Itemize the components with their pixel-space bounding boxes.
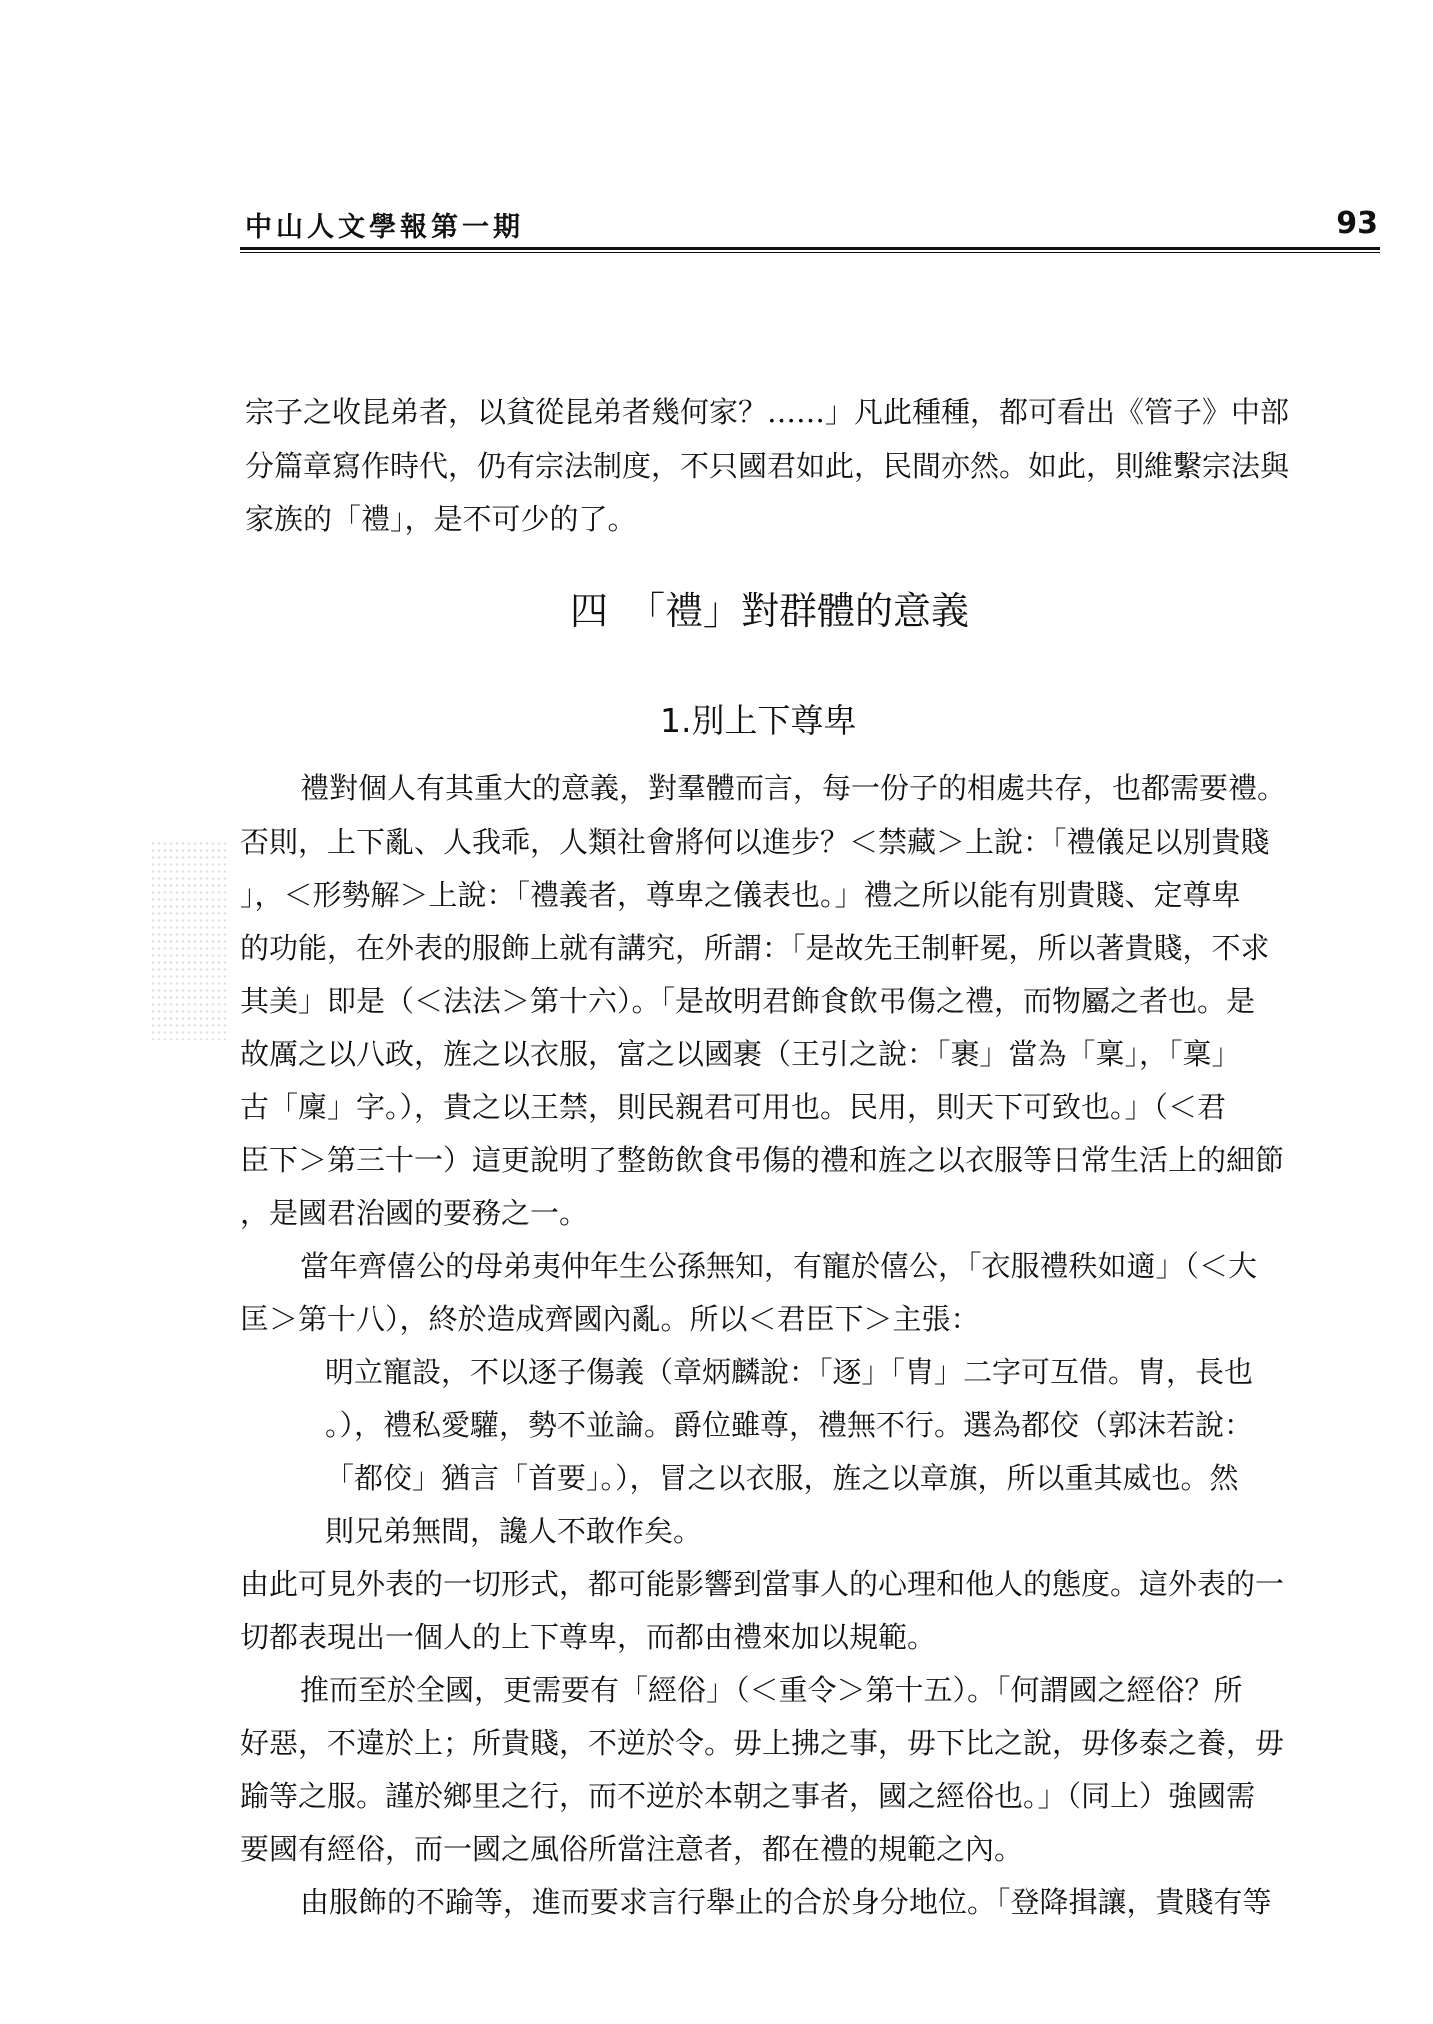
page-number: 93: [1336, 206, 1378, 241]
text-line: 」，＜形勢解＞上說：「禮義者，尊卑之儀表也。」禮之所以能有別貴賤、定尊卑: [240, 878, 1241, 912]
text-line: 當年齊僖公的母弟夷仲年生公孫無知，有寵於僖公，「衣服禮秩如適」（＜大: [300, 1249, 1258, 1283]
quote-line: 「都佼」猶言「首要」。），冒之以衣服，旌之以章旗，所以重其威也。然: [325, 1461, 1239, 1495]
text-line: 由服飾的不踰等，進而要求言行舉止的合於身分地位。「登降揖讓，貴賤有等: [300, 1885, 1272, 1919]
text-line: 切都表現出一個人的上下尊卑，而都由禮來加以規範。: [240, 1620, 937, 1654]
scan-noise: [150, 840, 230, 1040]
journal-title: 中山人文學報第一期: [245, 212, 524, 243]
text-line: 故厲之以八政，旌之以衣服，富之以國裹（王引之說：「裹」當為「稟」，「稟」: [240, 1037, 1241, 1071]
text-line: 宗子之收昆弟者，以貧從昆弟者幾何家？……」凡此種種，都可看出《管子》中部: [245, 395, 1290, 429]
subsection-heading: 1.別上下尊卑: [660, 701, 857, 740]
header-rule: [240, 247, 1380, 253]
text-line: ，是國君治國的要務之一。: [240, 1196, 589, 1230]
quote-line: 則兄弟無間，讒人不敢作矣。: [325, 1514, 703, 1548]
quote-line: 。），禮私愛驩，勢不並論。爵位雖尊，禮無不行。選為都佼（郭沫若說：: [325, 1408, 1254, 1442]
text-line: 分篇章寫作時代，仍有宗法制度，不只國君如此，民間亦然。如此，則維繫宗法與: [245, 449, 1290, 483]
text-line: 推而至於全國，更需要有「經俗」（＜重令＞第十五）。「何謂國之經俗？所: [300, 1673, 1243, 1707]
text-line: 要國有經俗，而一國之風俗所當注意者，都在禮的規範之內。: [240, 1832, 1024, 1866]
text-line: 否則，上下亂、人我乖，人類社會將何以進步？＜禁藏＞上說：「禮儀足以別貴賤: [240, 825, 1270, 859]
text-line: 禮對個人有其重大的意義，對羣體而言，每一份子的相處共存，也都需要禮。: [300, 771, 1287, 805]
text-line: 古「廩」字。），貴之以王禁，則民親君可用也。民用，則天下可致也。」（＜君: [240, 1090, 1227, 1124]
quote-line: 明立寵設，不以逐子傷義（章炳麟說：「逐」「胄」二字可互借。胄，長也: [325, 1355, 1254, 1389]
text-line: 踰等之服。謹於鄉里之行，而不逆於本朝之事者，國之經俗也。」（同上）強國需: [240, 1779, 1256, 1813]
text-line: 家族的「禮」，是不可少的了。: [245, 502, 637, 536]
section-heading: 四 「禮」對群體的意義: [570, 589, 970, 633]
text-line: 由此可見外表的一切形式，都可能影響到當事人的心理和他人的態度。這外表的一: [240, 1567, 1285, 1601]
text-line: 臣下＞第三十一）這更說明了整飭飲食弔傷的禮和旌之以衣服等日常生活上的細節: [240, 1143, 1285, 1177]
text-line: 好惡，不違於上；所貴賤，不逆於令。毋上拂之事，毋下比之說，毋侈泰之養，毋: [240, 1726, 1285, 1760]
text-line: 匡＞第十八），終於造成齊國內亂。所以＜君臣下＞主張：: [240, 1302, 980, 1336]
text-line: 其美」即是（＜法法＞第十六）。「是故明君飾食飲弔傷之禮，而物屬之者也。是: [240, 984, 1256, 1018]
text-line: 的功能，在外表的服飾上就有講究，所謂：「是故先王制軒冕，所以著貴賤，不求: [240, 931, 1270, 965]
